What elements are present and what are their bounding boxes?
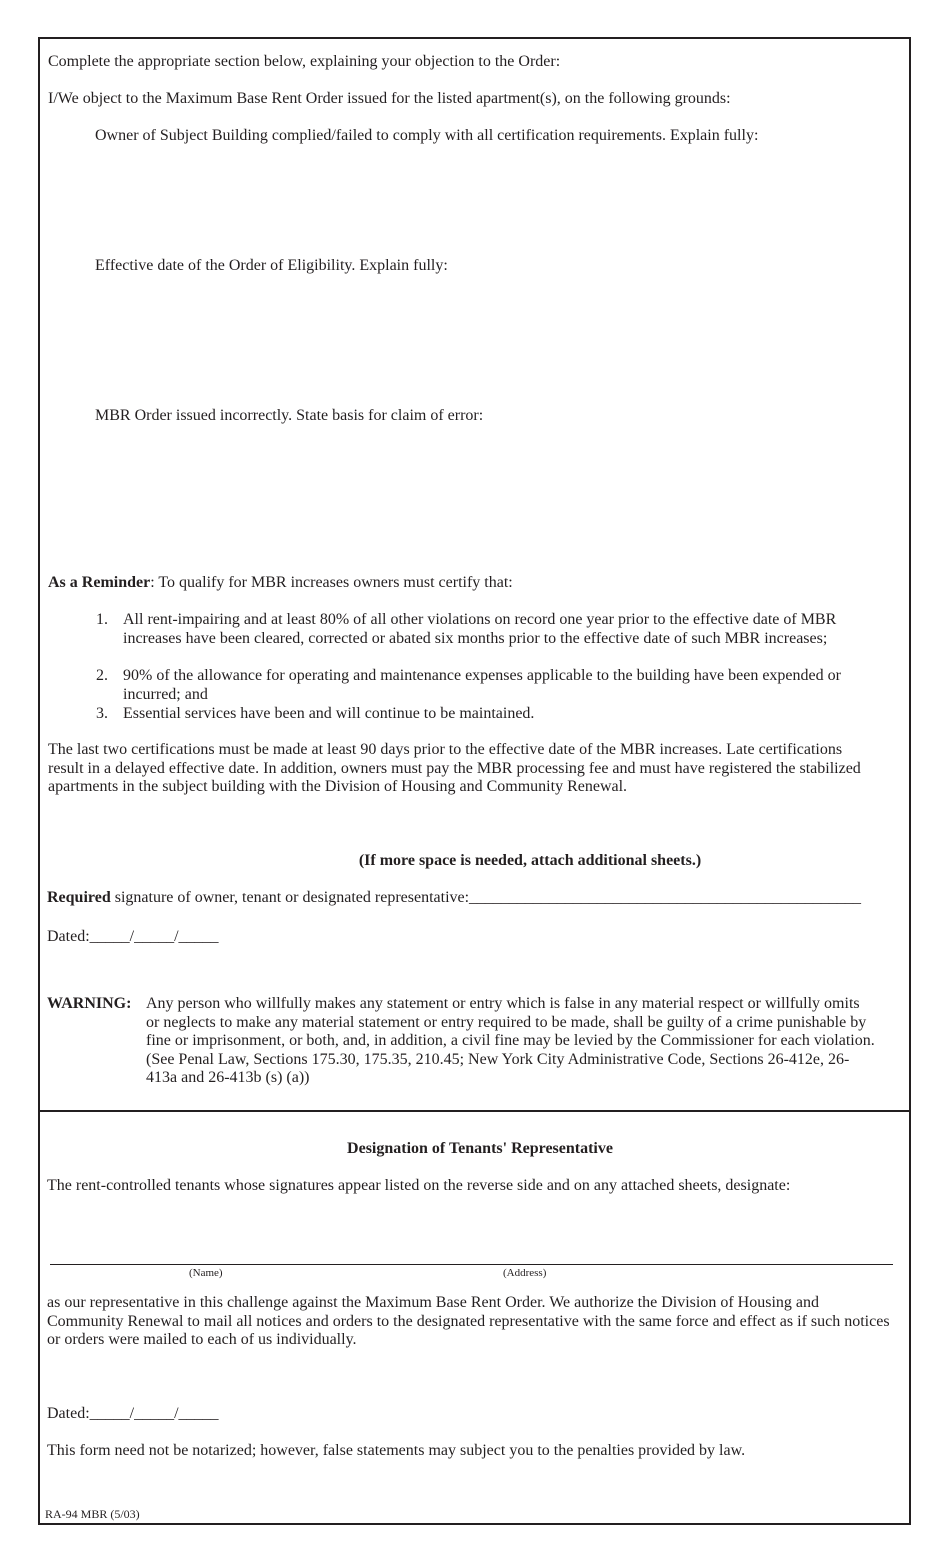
reminder-closing: The last two certifications must be made at least 90 days prior to the effective date of the MBR increases. Late certifications result in a delayed effective date. In addition, owners must pay the MBR processing fee and must have registered the stabilized apartments in the subject building with the Division of Housing and Community Renewal. <box>48 741 861 795</box>
more-space-note: (If more space is needed, attach additional sheets.) <box>358 852 702 869</box>
designation-title: Designation of Tenants' Representative <box>347 1140 613 1157</box>
objection-intro: Complete the appropriate section below, explaining your objection to the Order: <box>48 53 561 70</box>
objection-option-mbr-error: MBR Order issued incorrectly. State basis for claim of error: <box>95 407 484 424</box>
reminder-label: As a Reminder <box>48 574 151 591</box>
reminder-text: : To qualify for MBR increases owners must certify that: <box>150 574 513 591</box>
designation-dated-field[interactable]: Dated:_____/_____/_____ <box>47 1405 219 1422</box>
name-address-line[interactable] <box>50 1264 893 1265</box>
section-divider <box>38 1110 911 1112</box>
reminder-item-text: 90% of the allowance for operating and maintenance expenses applicable to the building have been expended or incurred; and <box>123 667 841 703</box>
warning-text: Any person who willfully makes any statement or entry which is false in any material respect or willfully omits or neglects to make any material statement or entry required to be made, shall be guilty of a crime punishable by fine or imprisonment, or both, and, in addition, a civil fine may be levied by the Commissioner for each violation. (See Penal Law, Sections 175.30, 175.35, 210.45; New York City Administrative Code, Sections 26-412e, 26-413a and 26-413b (s) (a)) <box>146 995 875 1086</box>
notarize-note: This form need not be notarized; however, false statements may subject you to the penalties provided by law. <box>47 1442 746 1459</box>
warning-label: WARNING: <box>47 995 132 1012</box>
reminder-item-number: 3. <box>96 705 108 722</box>
objection-option-certification: Owner of Subject Building complied/failed to comply with all certification requirements. Explain fully: <box>95 127 759 144</box>
address-label: (Address) <box>503 1267 547 1279</box>
designation-authorization: as our representative in this challenge against the Maximum Base Rent Order. We authorize the Division of Housing and Community Renewal to mail all notices and orders to the designated representative with the same force and effect as if such notices or orders were mailed to each of us individually. <box>47 1294 890 1348</box>
reminder-heading <box>48 574 513 593</box>
dated-field[interactable]: Dated:_____/_____/_____ <box>47 928 219 945</box>
objection-grounds: I/We object to the Maximum Base Rent Order issued for the listed apartment(s), on the following grounds: <box>48 90 731 107</box>
form-id: RA-94 MBR (5/03) <box>45 1507 140 1521</box>
reminder-item-text: Essential services have been and will continue to be maintained. <box>123 705 535 722</box>
required-text: signature of owner, tenant or designated representative:_________________________________________________ <box>110 889 862 906</box>
required-label: Required <box>47 889 111 906</box>
designation-intro: The rent-controlled tenants whose signatures appear listed on the reverse side and on any attached sheets, designate: <box>47 1177 791 1194</box>
reminder-item-text: All rent-impairing and at least 80% of all other violations on record one year prior to the effective date of MBR increases have been cleared, corrected or abated six months prior to the effective date of such MBR increases; <box>123 611 837 647</box>
name-label: (Name) <box>189 1267 223 1279</box>
reminder-item-number: 2. <box>96 667 108 684</box>
signature-line[interactable] <box>47 889 861 908</box>
objection-option-effective-date: Effective date of the Order of Eligibility. Explain fully: <box>95 257 448 274</box>
reminder-item-number: 1. <box>96 611 108 628</box>
